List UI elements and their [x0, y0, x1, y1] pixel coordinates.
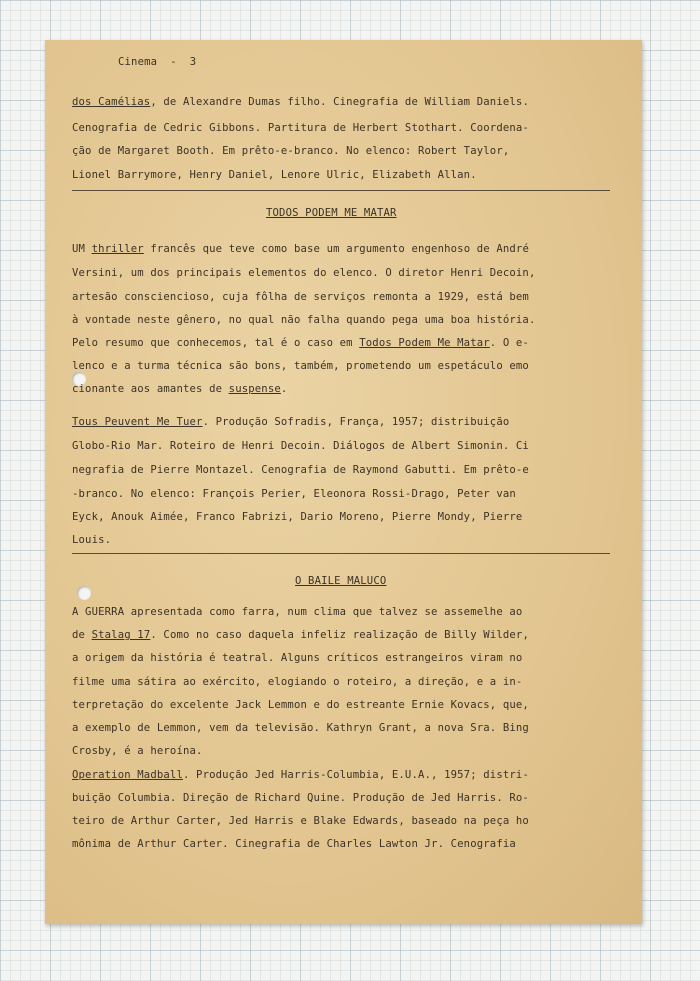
- section1-para-line-1: UM thriller francês que teve como base um argumento engenhoso de André: [72, 243, 529, 255]
- section1-credits-line-6: Louis.: [72, 534, 112, 546]
- block1-line-1: [72, 97, 529, 108]
- section1-para-line-5: Pelo resumo que conhecemos, tal é o caso em Todos Podem Me Matar. O e-: [72, 337, 529, 349]
- section2-para-line-3: a origem da história é teatral. Alguns críticos estrangeiros viram no: [72, 652, 523, 664]
- word-thriller: thriller: [91, 243, 144, 255]
- section1-credits-line-2: Globo-Rio Mar. Roteiro de Henri Decoin. Diálogos de Albert Simonin. Ci: [72, 440, 529, 452]
- section2-para-line-1: A GUERRA apresentada como farra, num clima que talvez se assemelhe ao: [72, 606, 523, 618]
- section2-para-line-6: a exemplo de Lemmon, vem da televisão. Kathryn Grant, a nova Sra. Bing: [72, 722, 529, 734]
- section1-para-line-2: Versini, um dos principais elementos do elenco. O diretor Henri Decoin,: [72, 267, 536, 279]
- section1-para-line-3: artesão consciencioso, cuja fôlha de serviços remonta a 1929, está bem: [72, 291, 529, 303]
- section2-para-line-2: de Stalag 17. Como no caso daquela infeliz realização de Billy Wilder,: [72, 629, 529, 641]
- section1-credits-line-3: negrafia de Pierre Montazel. Cenografia de Raymond Gabutti. Em prêto-e: [72, 464, 529, 476]
- divider-2: [72, 553, 610, 554]
- block1-line-1-rest: , de Alexandre Dumas filho. Cinegrafia de William Daniels.: [150, 96, 529, 108]
- film-title-stalag: Stalag 17: [91, 629, 151, 641]
- film-title-todos-podem: Todos Podem Me Matar: [359, 337, 490, 349]
- section1-para-line-4: à vontade neste gênero, no qual não falha quando pega uma boa história.: [72, 314, 536, 326]
- page-header: Cinema - 3: [118, 56, 197, 68]
- block1-line-3: ção de Margaret Booth. Em prêto-e-branco. No elenco: Robert Taylor,: [72, 145, 510, 157]
- block1-line-4: Lionel Barrymore, Henry Daniel, Lenore Ulric, Elizabeth Allan.: [72, 169, 477, 181]
- section2-para-line-7: Crosby, é a heroína.: [72, 745, 203, 757]
- film-title-camelias: dos Camélias: [72, 96, 151, 108]
- section1-para-line-7: cionante aos amantes de suspense.: [72, 383, 288, 395]
- section2-credits-line-2: buição Columbia. Direção de Richard Quine. Produção de Jed Harris. Ro-: [72, 792, 529, 804]
- section2-para-line-5: terpretação do excelente Jack Lemmon e do estreante Ernie Kovacs, que,: [72, 699, 529, 711]
- word-suspense: suspense: [228, 383, 281, 395]
- original-title-operation-madball: Operation Madball: [72, 769, 183, 781]
- section2-credits-line-4: mônima de Arthur Carter. Cinegrafia de Charles Lawton Jr. Cenografia: [72, 838, 516, 850]
- section2-credits-line-3: teiro de Arthur Carter, Jed Harris e Blake Edwards, baseado na peça ho: [72, 815, 529, 827]
- original-title-tous-peuvent: Tous Peuvent Me Tuer: [72, 416, 203, 428]
- section1-para-line-6: lenco e a turma técnica são bons, também, prometendo um espetáculo emo: [72, 360, 529, 372]
- section1-credits-line-4: -branco. No elenco: François Perier, Eleonora Rossi-Drago, Peter van: [72, 488, 516, 500]
- divider-1: [72, 190, 610, 191]
- section1-credits-line-1: Tous Peuvent Me Tuer. Produção Sofradis, França, 1957; distribuição: [72, 416, 510, 428]
- section2-credits-line-1: Operation Madball. Produção Jed Harris-Columbia, E.U.A., 1957; distri-: [72, 769, 529, 781]
- section2-para-line-4: filme uma sátira ao exército, elogiando o roteiro, a direção, e a in-: [72, 676, 523, 688]
- section1-credits-line-5: Eyck, Anouk Aimée, Franco Fabrizi, Dario Moreno, Pierre Mondy, Pierre: [72, 511, 523, 523]
- section1-title: TODOS PODEM ME MATAR: [266, 207, 397, 219]
- section2-title: O BAILE MALUCO: [295, 575, 387, 587]
- block1-line-2: Cenografia de Cedric Gibbons. Partitura de Herbert Stothart. Coordena-: [72, 122, 529, 134]
